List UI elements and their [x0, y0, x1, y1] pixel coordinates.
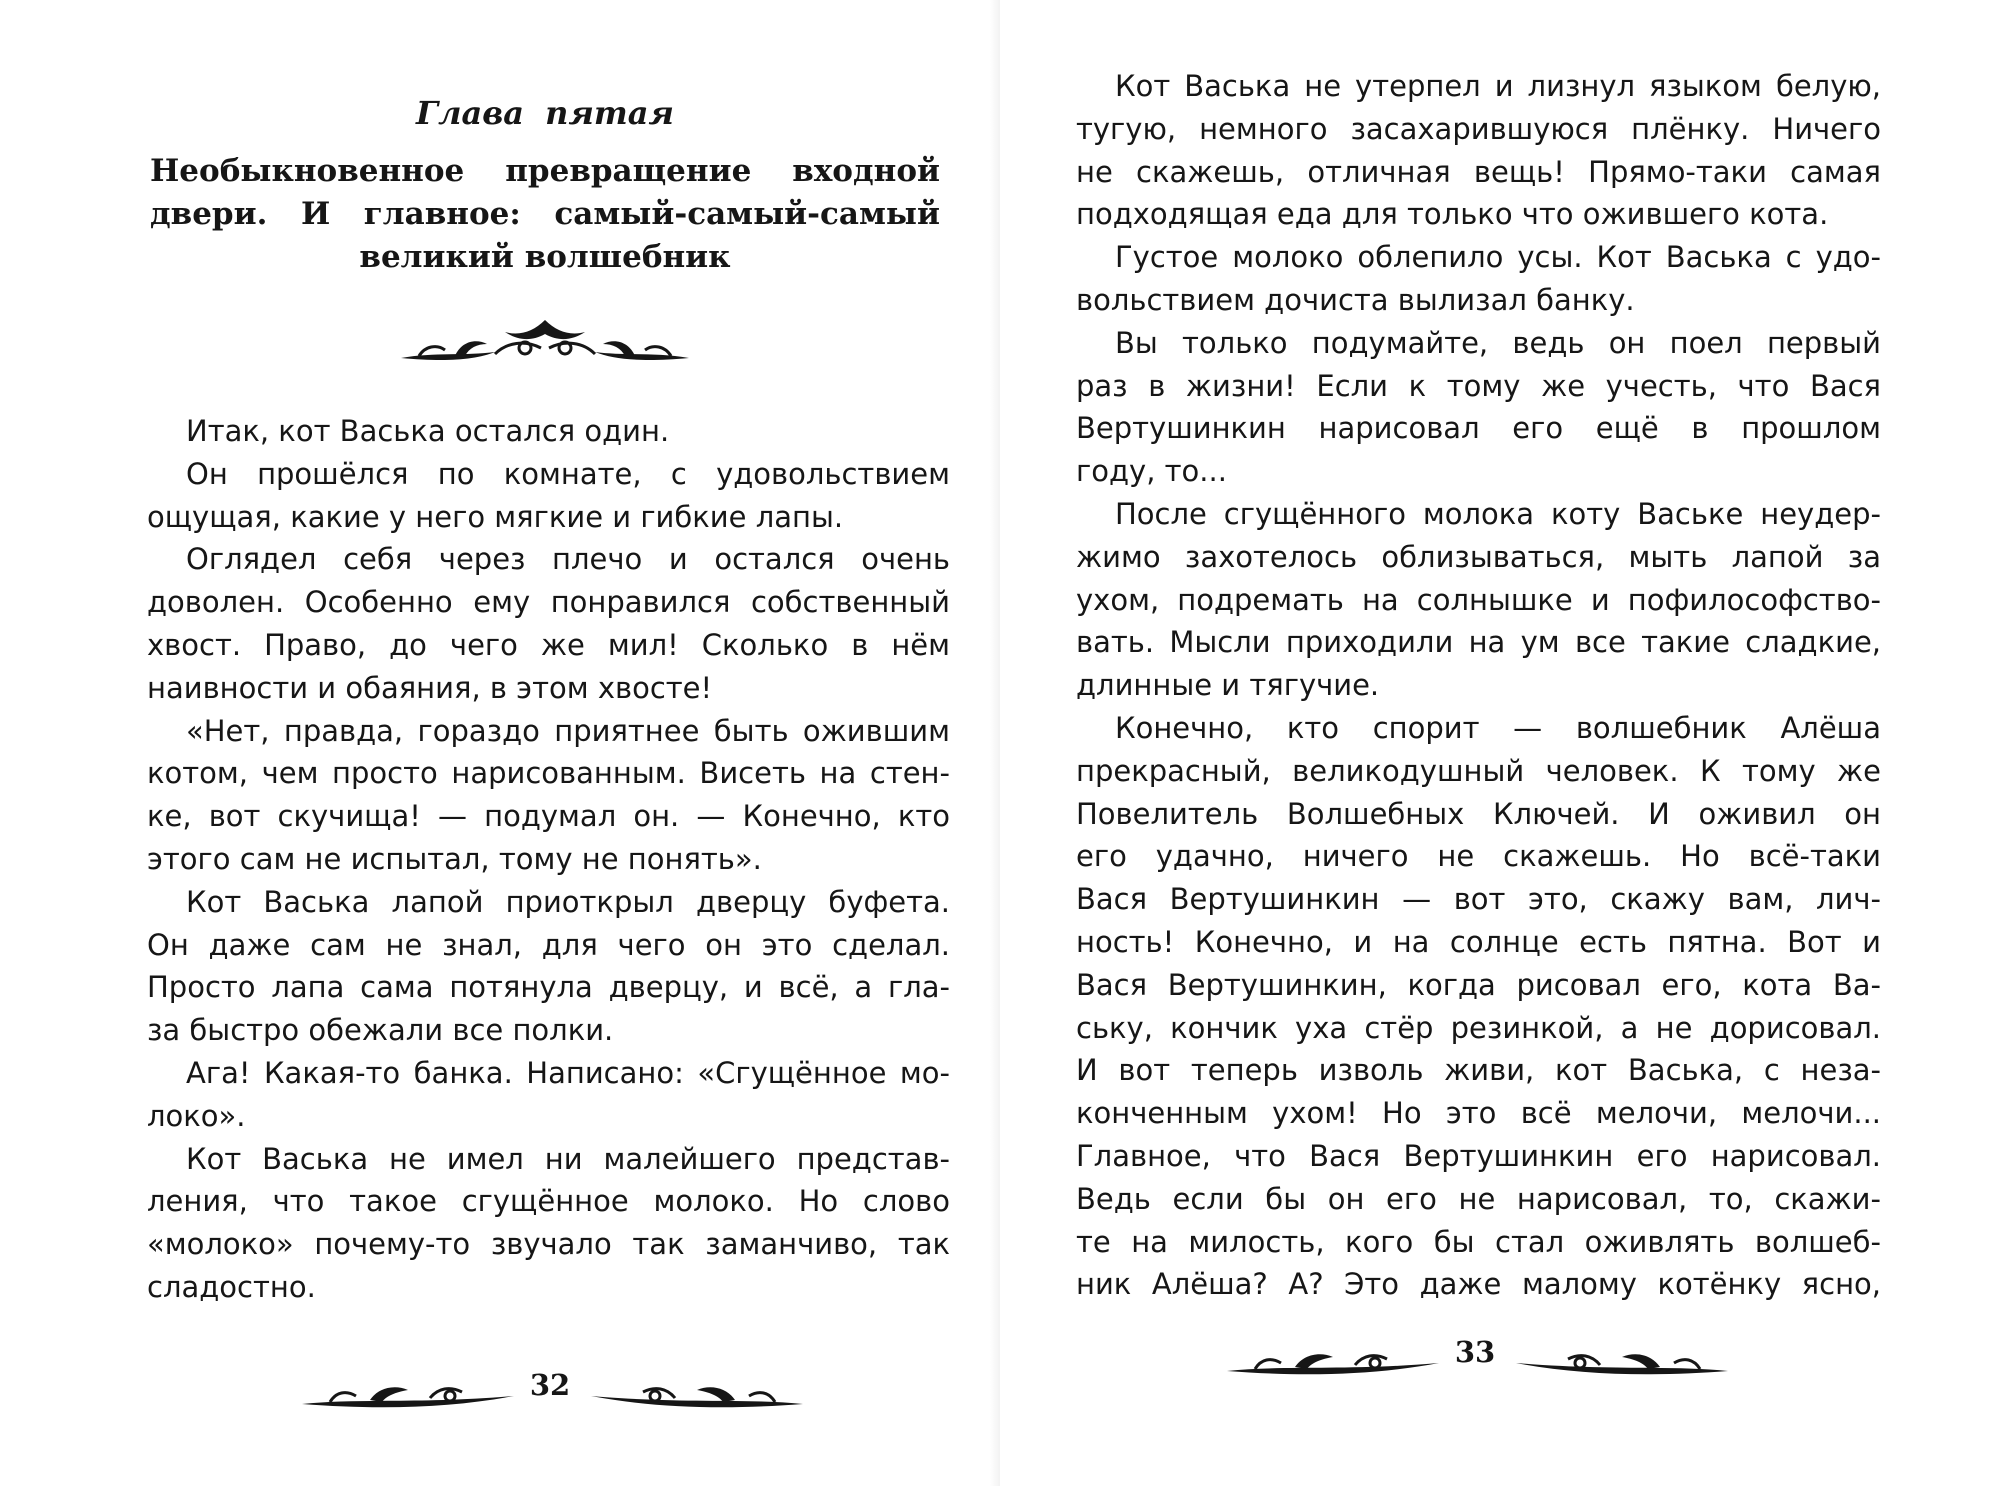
text-line: ник Алёша? А? Это даже малому котёнку ясно,: [1076, 1267, 1881, 1302]
text-line: «молоко» почему-то звучало так заманчиво, так: [147, 1227, 950, 1262]
text-line: Вертушинкин нарисовал его ещё в прошлом: [1076, 411, 1881, 446]
footer-flourish-left-icon: [300, 1378, 520, 1418]
footer-flourish-left-icon: [1225, 1345, 1445, 1385]
text-line: Кот Васька не утерпел и лизнул языком белую,: [1115, 69, 1881, 103]
text-line: сладостно.: [147, 1269, 316, 1304]
text-line: ке, вот скучища! — подумал он. — Конечно, кто: [147, 799, 950, 834]
text-line: году, то...: [1076, 454, 1227, 489]
flourish-ornament-icon: [395, 312, 695, 370]
text-line: Кот Васька лапой приоткрыл дверцу буфета.: [186, 884, 950, 919]
chapter-title-line: двери. И главное: самый-самый-самый: [150, 195, 940, 232]
text-line: И вот теперь изволь живи, кот Васька, с неза-: [1076, 1053, 1881, 1088]
right-page-footer: [1225, 1335, 1725, 1395]
text-line: Конечно, кто спорит — волшебник Алёша: [1115, 710, 1881, 745]
text-line: Он прошёлся по комнате, с удовольствием: [186, 456, 950, 491]
right-page: [1000, 0, 2000, 1486]
chapter-title-line: великий волшебник: [359, 238, 731, 275]
text-line: ощущая, какие у него мягкие и гибкие лапы.: [147, 499, 844, 534]
text-line: Кот Васька не имел ни малейшего представ-: [186, 1141, 950, 1176]
text-line: Густое молоко облепило усы. Кот Васька с удо-: [1115, 240, 1881, 275]
text-line: за быстро обежали все полки.: [147, 1013, 614, 1048]
footer-flourish-right-icon: [1510, 1345, 1730, 1385]
chapter-label: Глава пятая: [416, 94, 674, 132]
text-line: подходящая еда для только что ожившего кота.: [1076, 197, 1829, 232]
left-page-footer: [300, 1368, 800, 1428]
text-line: длинные и тягучие.: [1076, 668, 1380, 703]
text-line: Главное, что Вася Вертушинкин его нарисовал.: [1076, 1138, 1881, 1173]
text-line: Просто лапа сама потянула дверцу, и всё, а гла-: [147, 970, 950, 1005]
text-line: Ведь если бы он его не нарисовал, то, скажи-: [1076, 1181, 1881, 1216]
text-line: «Нет, правда, гораздо приятнее быть ожившим: [186, 713, 950, 748]
text-line: Он даже сам не знал, для чего он это сделал.: [147, 927, 950, 962]
text-line: Оглядел себя через плечо и остался очень: [186, 542, 950, 577]
text-line: жимо захотелось облизываться, мыть лапой за: [1076, 539, 1881, 574]
right-body-text: [1076, 65, 1881, 1306]
text-line: ухом, подремать на солнышке и пофилософство-: [1076, 582, 1881, 617]
text-line: доволен. Особенно ему понравился собственный: [147, 585, 950, 620]
text-line: этого сам не испытал, тому не понять».: [147, 841, 762, 876]
text-line: ления, что такое сгущённое молоко. Но слово: [147, 1184, 950, 1219]
text-line: Вася Вертушинкин, когда рисовал его, кота Ва-: [1076, 967, 1881, 1002]
text-line: Вася Вертушинкин — вот это, скажу вам, лич-: [1076, 882, 1881, 917]
chapter-title-line: Необыкновенное превращение входной: [150, 153, 940, 189]
chapter-title: [150, 150, 940, 278]
footer-flourish-right-icon: [585, 1378, 805, 1418]
text-line: тугую, немного засахарившуюся плёнку. Ничего: [1076, 111, 1881, 146]
text-line: котом, чем просто нарисованным. Висеть на стен-: [147, 756, 950, 791]
text-line: Итак, кот Васька остался один.: [186, 414, 670, 448]
text-line: вольствием дочиста вылизал банку.: [1076, 282, 1635, 317]
page-number: 33: [1454, 1335, 1496, 1369]
text-line: не скажешь, отличная вещь! Прямо-таки самая: [1076, 154, 1881, 189]
text-line: ську, кончик уха стёр резинкой, а не дорисовал.: [1076, 1010, 1881, 1045]
text-line: конченным ухом! Но это всё мелочи, мелочи...: [1076, 1096, 1881, 1131]
text-line: наивности и обаяния, в этом хвосте!: [147, 670, 713, 705]
page-number: 32: [529, 1368, 571, 1402]
text-line: раз в жизни! Если к тому же учесть, что Вася: [1076, 368, 1881, 403]
text-line: вать. Мысли приходили на ум все такие сладкие,: [1076, 625, 1881, 660]
text-line: Ага! Какая-то банка. Написано: «Сгущённое мо-: [186, 1055, 950, 1090]
text-line: ность! Конечно, и на солнце есть пятна. Вот и: [1076, 924, 1881, 959]
text-line: те на милость, кого бы стал оживлять волшеб-: [1076, 1224, 1881, 1259]
text-line: Повелитель Волшебных Ключей. И оживил он: [1076, 796, 1881, 831]
text-line: его удачно, ничего не скажешь. Но всё-таки: [1076, 839, 1881, 874]
text-line: локо».: [147, 1098, 246, 1133]
text-line: Вы только подумайте, ведь он поел первый: [1115, 325, 1881, 360]
left-body-text: [147, 410, 950, 1309]
text-line: хвост. Право, до чего же мил! Сколько в нём: [147, 627, 950, 662]
text-line: После сгущённого молока коту Ваське неудер-: [1115, 496, 1881, 531]
text-line: прекрасный, великодушный человек. К тому же: [1076, 753, 1881, 788]
